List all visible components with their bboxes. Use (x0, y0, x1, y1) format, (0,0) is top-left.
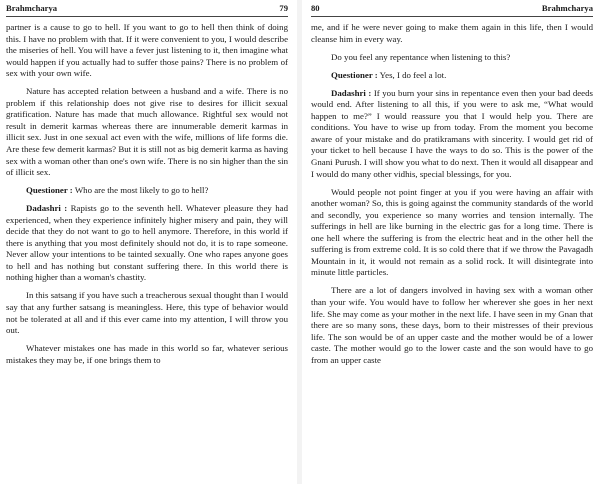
right-paragraph-2: Do you feel any repentance when listening to this? (331, 51, 511, 62)
left-paragraph-1: partner is a cause to go to hell. If you want to go to hell then think of doing this. I have no problem with that. If it were convenient to you, I would describe the miseries of hell. You will have a fever just listening to it, then imagine what would happen if you actually had to suffer those pains? There is no problem of sex with your own wife. (6, 22, 288, 79)
left-page-number: 79 (279, 3, 288, 13)
speaker-label: Questioner : (26, 185, 73, 196)
left-header-title: Brahmcharya (6, 3, 58, 13)
left-paragraph-4: Dadashri : Rapists go to the seventh hell. Whatever pleasure they had experienced, when they experience infinitely higher misery and pain, they will decide that they do not want to go to hell anymore. Therefore, in this world if there is anything that you most definitely should not do, it is to rape someone. Never allow your intentions to be tainted sexually. One who rapes anyone goes to hell and has nothing but constant suffering there. In this world there is nothing higher than a woman's chastity. (6, 203, 288, 283)
right-paragraph-6: There are a lot of dangers involved in having sex with a woman other than your wife. You would have to follow her wherever she goes in her next life. She may come as your mother in the next life. I have seen in my Gnan that there are so many sons, these days, born to their mistresses of their previous life. The son would be of an upper caste and the mother would be of a lower caste. The mother would go to the lower caste and the son would have to go from an upper caste (311, 285, 593, 365)
right-paragraph-5: Would people not point finger at you if you were having an affair with another woman? So, this is going against the community standards of the world and secondly, you experience so many worries and tension internally. The sufferings in hell are like burning in the electric gas for a long time. There is one hell where the suffering is from the electric heat and in the other hell the suffering is from extreme cold. It is so cold there that if we throw the Pavagadh Mountain in it, it would not remain as a solid rock. It will disintegrate into minute little particles. (311, 186, 593, 278)
right-page (303, 0, 599, 484)
left-page-header (6, 2, 288, 17)
speaker-label: Questioner : (331, 69, 378, 80)
left-page (0, 0, 296, 484)
left-paragraph-2: Nature has accepted relation between a husband and a wife. There is no problem if this relationship does not give rise to desires for illicit sexual gratification. Nature has made that much allowance. Rightful sex would not result in demerit karmas whereas there are innumerable demerit karmas in illicit sex. Just in one sexual act even with the wife, millions of life forms die. Are these few demerit karmas? But it is still not as big demerit karma as having sex with a woman other than one's own wife. There is no sin higher than the sin of illicit sex. (6, 86, 288, 178)
right-page-number: 80 (311, 3, 320, 13)
left-paragraph-6: Whatever mistakes one has made in this world so far, whatever serious mistakes they may be, if one brings them to (6, 343, 288, 365)
speaker-label: Dadashri : (331, 87, 372, 98)
left-paragraph-5: In this satsang if you have such a treacherous sexual thought than I would say that any further satsang is meaningless. Here, this type of behavior would not be tolerated at all and if this ever came into my attention, I will throw you out. (6, 290, 288, 336)
right-header-title: Brahmcharya (541, 3, 593, 13)
right-paragraph-1: me, and if he were never going to make them again in this life, then I would cleanse him in every way. (311, 22, 593, 44)
left-paragraph-3: Questioner : Who are the most likely to go to hell? (26, 185, 209, 196)
right-paragraph-4: Dadashri : If you burn your sins in repentance even then your bad deeds would end. After listening to all this, if you were to ask me, “What would happen to me?” I would reassure you that I would help you. There are conditions. You have to wise up from today. From the moment you become aware of your mistake and do pratikramans with sincerity. I would get rid of your ticket to hell because I have the ways to do so. This is the power of the Gnani Purush. I will show you what to do next. Then it would all disappear and I would do many other vidhis, special blessings, for you. (311, 87, 593, 179)
right-paragraph-3: Questioner : Yes, I do feel a lot. (331, 69, 447, 80)
page-gutter (297, 0, 302, 484)
speaker-label: Dadashri : (26, 203, 68, 214)
right-page-header (311, 2, 593, 17)
